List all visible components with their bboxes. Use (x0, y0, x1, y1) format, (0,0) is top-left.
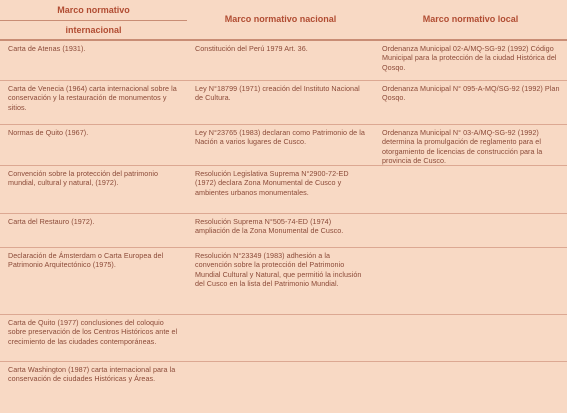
cell-international: Carta Washington (1987) carta internacional para la conservación de ciudades Históricas y Áreas. (0, 362, 187, 403)
cell-local: Ordenanza Municipal N° 095-A-MQ/SG-92 (1992) Plan Qosqo. (374, 81, 567, 125)
table-row (0, 315, 567, 362)
cell-international: Carta del Restauro (1972). (0, 214, 187, 248)
header-national: Marco normativo nacional (187, 0, 374, 40)
header-local: Marco normativo local (374, 0, 567, 40)
table-row (0, 166, 567, 214)
cell-local (374, 315, 567, 362)
cell-national (187, 362, 374, 403)
cell-local (374, 166, 567, 214)
table-header (0, 0, 567, 40)
cell-international: Convención sobre la protección del patrimonio mundial, cultural y natural, (1972). (0, 166, 187, 214)
table-row (0, 362, 567, 403)
cell-national: Resolución Legislativa Suprema N°2900-72-ED (1972) declara Zona Monumental de Cusco y ambientes urbanos monumentales. (187, 166, 374, 214)
cell-local (374, 214, 567, 248)
cell-national (187, 315, 374, 362)
cell-national: Ley N°18799 (1971) creación del Instituto Nacional de Cultura. (187, 81, 374, 125)
cell-national: Constitución del Perú 1979 Art. 36. (187, 40, 374, 81)
table-row (0, 214, 567, 248)
cell-national: Ley N°23765 (1983) declaran como Patrimonio de la Nación a varios lugares de Cusco. (187, 125, 374, 166)
cell-international: Normas de Quito (1967). (0, 125, 187, 166)
table-row (0, 40, 567, 81)
cell-international: Carta de Venecia (1964) carta internacional sobre la conservación y la restauración de monumentos y sitios. (0, 81, 187, 125)
header-international-line2: internacional (0, 21, 187, 41)
cell-local: Ordenanza Municipal 02-A/MQ-SG-92 (1992) Código Municipal para la protección de la ciudad Histórica del Qosqo. (374, 40, 567, 81)
cell-international: Declaración de Ámsterdam o Carta Europea del Patrimonio Arquitectónico (1975). (0, 248, 187, 315)
cell-national: Resolución N°23349 (1983) adhesión a la convención sobre la protección del Patrimonio Mundial Cultural y Natural, que permitió la inclusión del Cusco en la lista del Patrimonio Mundial. (187, 248, 374, 315)
cell-national: Resolución Suprema N°505-74-ED (1974) ampliación de la Zona Monumental de Cusco. (187, 214, 374, 248)
cell-international: Carta de Atenas (1931). (0, 40, 187, 81)
header-international-line1: Marco normativo (0, 0, 187, 21)
table-body (0, 40, 567, 402)
cell-local: Ordenanza Municipal N° 03-A/MQ-SG-92 (1992) determina la promulgación de reglamento para el otorgamiento de licencias de construcción para la provincia de Cusco. (374, 125, 567, 166)
table-row (0, 125, 567, 166)
cell-international: Carta de Quito (1977) conclusiones del coloquio sobre preservación de los Centros Históricos ante el crecimiento de las ciudades contemporáneas. (0, 315, 187, 362)
table-row (0, 248, 567, 315)
cell-local (374, 362, 567, 403)
cell-local (374, 248, 567, 315)
table-row (0, 81, 567, 125)
